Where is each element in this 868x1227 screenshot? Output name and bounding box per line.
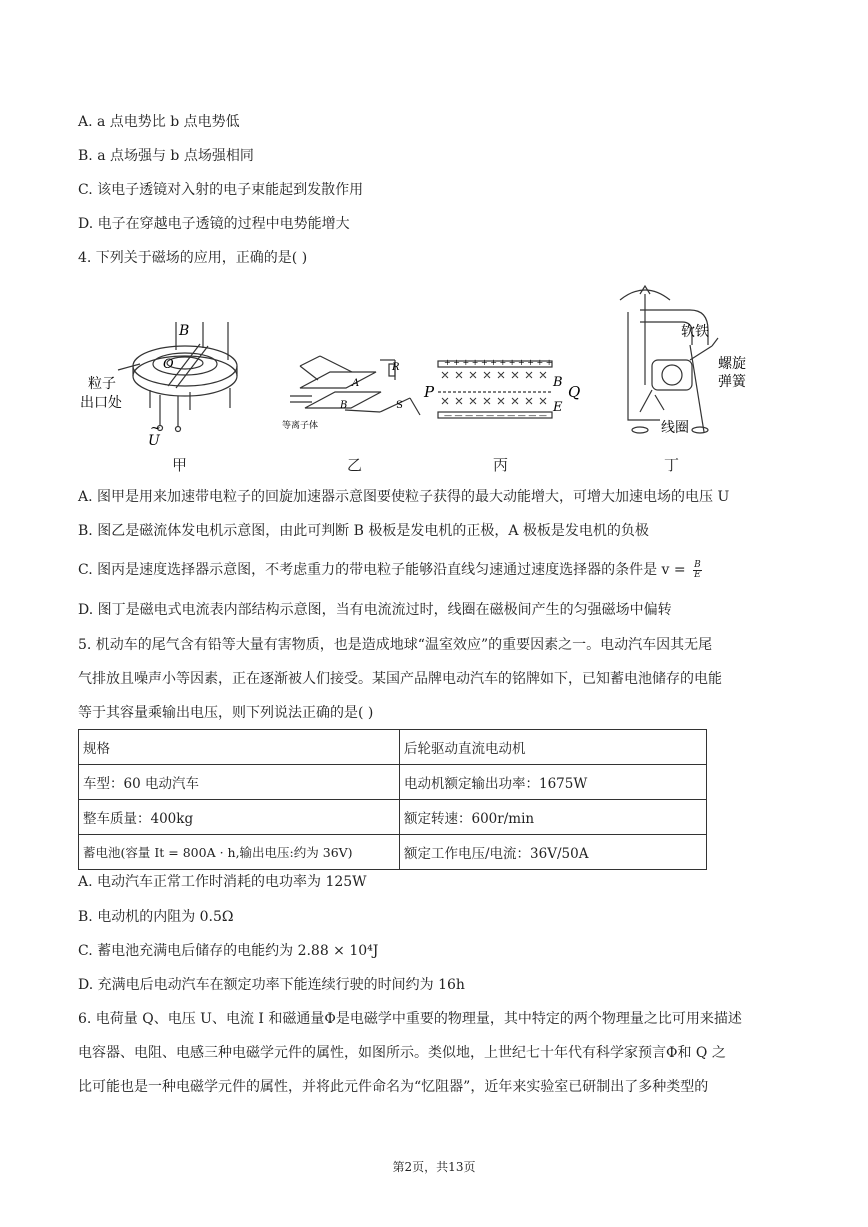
q6-stem-line-3: 比可能也是一种电磁学元件的属性，并将此元件命名为“忆阻器”，近年来实验室已研制出了多种类型的 [78,1079,709,1095]
q4-option-b: B. 图乙是磁流体发电机示意图，由此可判断 B 极板是发电机的正极，A 极板是发电机的负极 [78,523,649,539]
plus-signs: + + + + + + + + + + + + [444,358,553,367]
caption-yi: 乙 [347,456,363,474]
label-R: R [392,362,400,373]
table-row [79,835,707,870]
q5-option-d: D. 充满电后电动汽车在额定功率下能连续行驶的时间约为 16h [78,977,465,993]
q4-option-c [78,560,702,580]
table-cell: 电动机额定输出功率：1675W [400,765,707,800]
table-cell: 车型：60 电动汽车 [79,765,400,800]
q4-option-a: A. 图甲是用来加速带电粒子的回旋加速器示意图要使粒子获得的最大动能增大，可增大加速电场的电压 U [78,489,730,505]
label-B: B [179,323,190,339]
label-plasma: 等离子体 [282,421,319,431]
label-B-field: B [553,375,563,390]
q4-option-d: D. 图丁是磁电式电流表内部结构示意图，当有电流流过时，线圈在磁极间产生的匀强磁场中偏转 [78,602,672,618]
table-cell: 后轮驱动直流电动机 [400,730,707,765]
label-soft-iron: 软铁 [681,324,709,340]
page-footer: 第2页，共13页 [392,1160,476,1174]
q5-option-c: C. 蓄电池充满电后储存的电能约为 2.88 × 10⁴J [78,943,379,959]
figure-bing-velocity-selector [438,361,552,418]
label-tilde: ~ [150,421,161,436]
q3-option-b: B. a 点场强与 b 点场强相同 [78,148,254,164]
label-coil: 线圈 [661,420,689,436]
label-U: U [148,433,160,449]
spec-table [78,729,707,870]
table-row [79,765,707,800]
q4-stem: 4. 下列关于磁场的应用，正确的是( ) [78,250,308,266]
q5-stem-line-3: 等于其容量乘输出电压，则下列说法正确的是( ) [78,705,374,721]
q3-option-a: A. a 点电势比 b 点电势低 [78,114,240,130]
table-cell: 整车质量：400kg [79,800,400,835]
label-spring-1: 螺旋 [718,356,746,372]
caption-jia: 甲 [172,456,188,474]
q5-option-b: B. 电动机的内阻为 0.5Ω [78,909,234,925]
fraction-b-over-e [693,561,702,580]
q3-option-d: D. 电子在穿越电子透镜的过程中电势能增大 [78,216,350,232]
caption-bing: 丙 [493,456,509,474]
q6-stem-line-1: 6. 电荷量 Q、电压 U、电流 I 和磁通量Φ是电磁学中重要的物理量，其中特定的两个物理量之比可用来描述 [78,1011,742,1027]
q5-stem-line-1: 5. 机动车的尾气含有铅等大量有害物质，也是造成地球“温室效应”的重要因素之一。电动汽车因其无尾 [78,637,713,653]
table-row [79,800,707,835]
q5-stem-line-2: 气排放且噪声小等因素，正在逐渐被人们接受。某国产品牌电动汽车的铭牌如下，已知蓄电池储存的电能 [78,671,722,687]
label-P: P [424,383,435,401]
label-O: O [163,357,174,372]
table-cell: 额定转速：600r/min [400,800,707,835]
fraction-numerator: B [694,559,701,570]
q6-stem-line-2: 电容器、电阻、电感三种电磁学元件的属性，如图所示。类似地，上世纪七十年代有科学家预言Φ和 Q 之 [78,1045,726,1061]
label-E-field: E [553,400,563,415]
q5-option-a: A. 电动汽车正常工作时消耗的电功率为 125W [78,874,367,890]
table-cell: 蓄电池(容量 It = 800A · h,输出电压:约为 36V) [79,835,400,870]
label-B-plate: B [340,400,348,411]
q3-option-c: C. 该电子透镜对入射的电子束能起到发散作用 [78,182,364,198]
label-S: S [396,400,403,411]
label-A: A [352,378,360,389]
table-cell: 额定工作电压/电流：36V/50A [400,835,707,870]
fraction-denominator: E [694,569,701,580]
figure-jia-cyclotron [118,322,237,432]
table-row [79,730,707,765]
label-spring-2: 弹簧 [718,374,746,390]
figure-ding-galvanometer [620,286,718,433]
minus-signs: — — — — — — — — — — [444,411,547,420]
table-cell: 规格 [79,730,400,765]
caption-ding: 丁 [664,456,680,474]
label-Q: Q [568,383,581,401]
label-exit: 出口处 [80,395,122,411]
field-x-marks [442,372,546,404]
q4-figures [0,280,868,455]
label-particle: 粒子 [88,376,116,392]
q4-option-c-text: C. 图丙是速度选择器示意图，不考虑重力的带电粒子能够沿直线匀速通过速度选择器的条件是 v = [78,562,686,578]
